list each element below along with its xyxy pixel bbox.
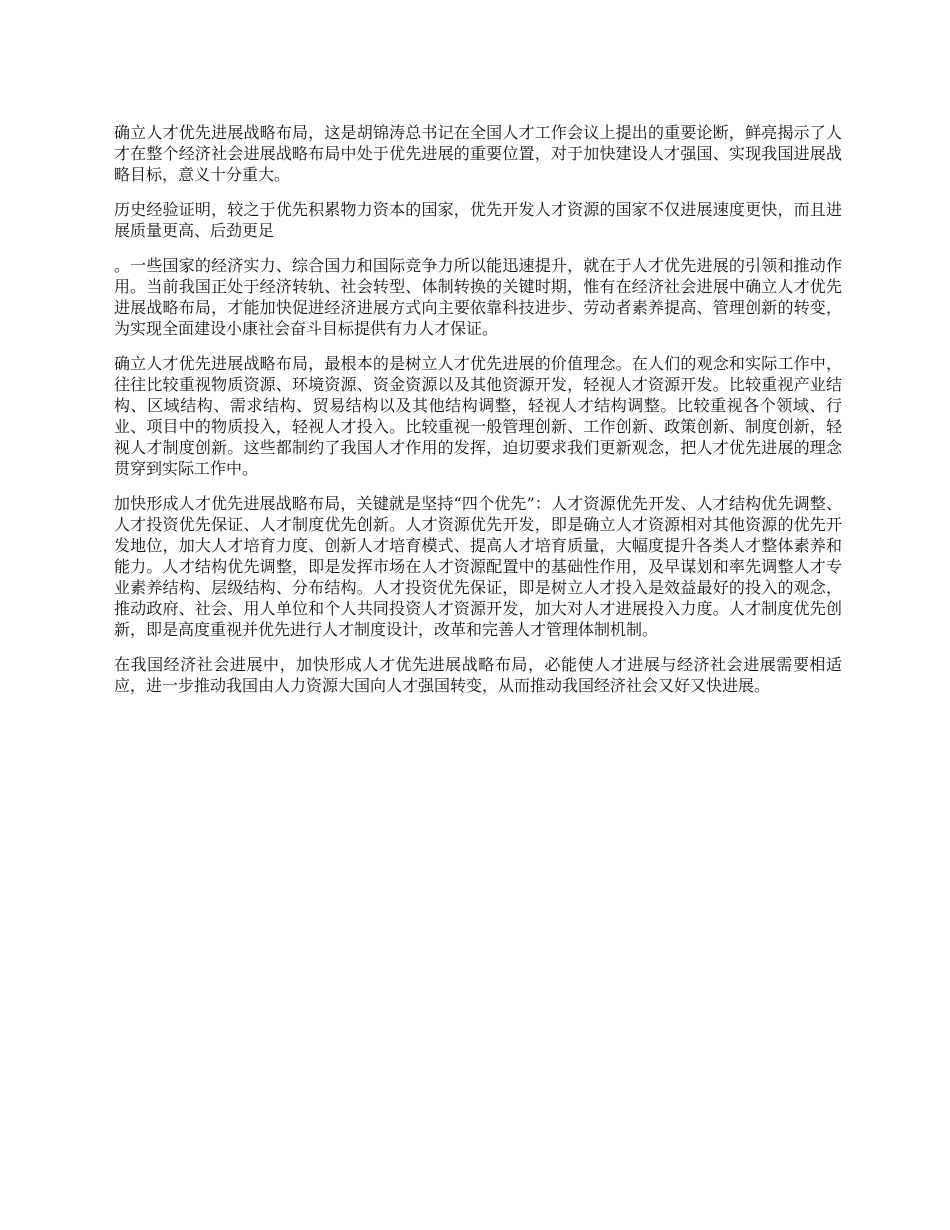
paragraph-national-strength: 。一些国家的经济实力、综合国力和国际竞争力所以能迅速提升，就在于人才优先进展的引领和推动作用。当前我国正处于经济转轨、社会转型、体制转换的关键时期，惟有在经济社会进展中确立人才优先进展战略布局，才能加快促进经济进展方式向主要依靠科技进步、劳动者素养提高、管理创新的转变，为实现全面建设小康社会奋斗目标提供有力人才保证。 xyxy=(114,256,842,338)
paragraph-conclusion: 在我国经济社会进展中，加快形成人才优先进展战略布局，必能使人才进展与经济社会进展需要相适应，进一步推动我国由人力资源大国向人才强国转变，从而推动我国经济社会又好又快进展。 xyxy=(114,655,842,695)
paragraph-value-concept: 确立人才优先进展战略布局，最根本的是树立人才优先进展的价值理念。在人们的观念和实际工作中，往往比较重视物质资源、环境资源、资金资源以及其他资源开发，轻视人才资源开发。比较重视产业结构、区域结构、需求结构、贸易结构以及其他结构调整，轻视人才结构调整。比较重视各个领域、行业、项目中的物质投入，轻视人才投入。比较重视一般管理创新、工作创新、政策创新、制度创新，轻视人才制度创新。这些都制约了我国人才作用的发挥，迫切要求我们更新观念，把人才优先进展的理念贯穿到实际工作中。 xyxy=(114,354,842,478)
paragraph-history: 历史经验证明，较之于优先积累物力资本的国家，优先开发人才资源的国家不仅进展速度更快，而且进展质量更高、后劲更足 xyxy=(114,200,842,240)
paragraph-four-priorities: 加快形成人才优先进展战略布局，关键就是坚持“四个优先”：人才资源优先开发、人才结构优先调整、人才投资优先保证、人才制度优先创新。人才资源优先开发，即是确立人才资源相对其他资源的优先开发地位，加大人才培育力度、创新人才培育模式、提高人才培育质量，大幅度提升各类人才整体素养和能力。人才结构优先调整，即是发挥市场在人才资源配置中的基础性作用，及早谋划和率先调整人才专业素养结构、层级结构、分布结构。人才投资优先保证，即是树立人才投入是效益最好的投入的观念，推动政府、社会、用人单位和个人共同投资人才资源开发，加大对人才进展投入力度。人才制度优先创新，即是高度重视并优先进行人才制度设计，改革和完善人才管理体制机制。 xyxy=(114,494,842,639)
document-body xyxy=(114,122,842,710)
paragraph-intro: 确立人才优先进展战略布局，这是胡锦涛总书记在全国人才工作会议上提出的重要论断，鲜亮揭示了人才在整个经济社会进展战略布局中处于优先进展的重要位置，对于加快建设人才强国、实现我国进展战略目标，意义十分重大。 xyxy=(114,123,842,184)
